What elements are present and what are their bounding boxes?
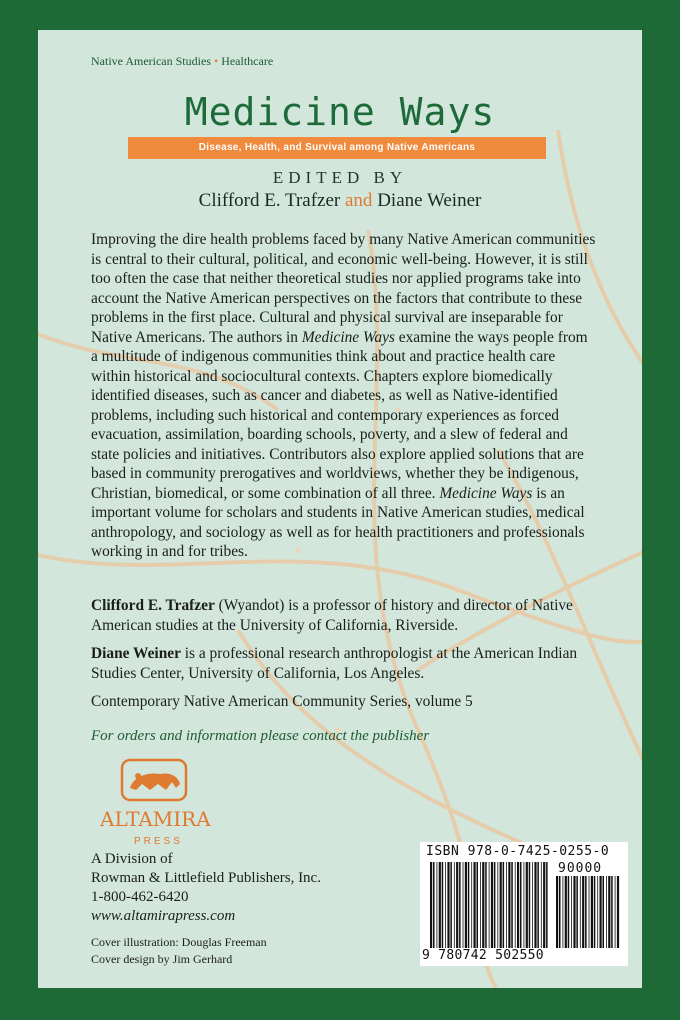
- logo-name: ALTAMIRA: [100, 807, 211, 831]
- publisher-url[interactable]: www.altamirapress.com: [91, 908, 236, 924]
- barcode-bar: [450, 862, 452, 948]
- editor-first: Clifford E. Trafzer: [198, 190, 341, 211]
- barcode-bar: [591, 876, 593, 948]
- design-credit: Cover design by Jim Gerhard: [91, 952, 233, 966]
- barcode-bar: [482, 862, 484, 948]
- bio-trafzer: [91, 596, 601, 635]
- description-part: Improving the dire health problems faced by many Native American communities is central to their cultural, political, and economic well-being. However, it is still too often the case that neither theoretical studies nor applied programs take into account the Native American perspectives on the factors that contribute to these problems in the first place. Cultural and physical survival are inseparable for Native Americans. The authors in: [91, 231, 596, 346]
- barcode-bar: [543, 862, 545, 948]
- barcode-bar: [480, 862, 481, 948]
- book-subtitle: Disease, Health, and Survival among Native Americans: [128, 137, 546, 159]
- series-heading: [91, 54, 273, 69]
- barcode-bar: [515, 862, 516, 948]
- addon-barcode-bars: [556, 876, 620, 948]
- barcode-bar: [491, 862, 493, 948]
- description-part: examine the ways people from a multitude of indigenous communities think about and practice health care within historical and sociocultural contexts. Chapters explore biomedically identified diseases, such as cancer and diabetes, as well as Native-identified problems, including such historical and contemporary experiences as forced evacuation, assimilation, boarding schools, poverty, and a slew of federal and state policies and initiatives. Contributors also explore applied solutions that are based in community prerogatives and worldviews, whether they be indigenous, Christian, biomedical, or some combination of all three.: [91, 328, 588, 502]
- ean-number: 9 780742 502550: [422, 948, 544, 963]
- barcode-bar: [556, 876, 558, 948]
- series-separator: •: [213, 54, 219, 68]
- barcode-bar: [494, 862, 496, 948]
- barcode-bar: [534, 862, 536, 948]
- barcode-bar: [568, 876, 570, 948]
- barcode-bar: [520, 862, 522, 948]
- publisher-phone: 1-800-462-6420: [91, 889, 189, 905]
- barcode-bar: [526, 862, 528, 948]
- ean-barcode-bars: [430, 862, 550, 948]
- barcode-bar: [573, 876, 575, 948]
- bio-name: Diane Weiner: [91, 645, 181, 662]
- barcode-bar: [582, 876, 584, 948]
- barcode-bar: [433, 862, 435, 948]
- barcode-bar: [454, 862, 455, 948]
- barcode-bar: [585, 876, 587, 948]
- illustration-credit: Cover illustration: Douglas Freeman: [91, 935, 267, 949]
- series-right: Healthcare: [221, 54, 274, 68]
- barcode-bar: [529, 862, 531, 948]
- barcode-bar: [565, 876, 567, 948]
- barcode-bar: [503, 862, 505, 948]
- editor-conjunction: and: [345, 190, 373, 211]
- barcode-bar: [459, 862, 461, 948]
- barcode-bar: [611, 876, 613, 948]
- barcode-bar: [517, 862, 519, 948]
- barcode-bar: [456, 862, 458, 948]
- barcode-bar: [465, 862, 467, 948]
- barcode-bar: [463, 862, 464, 948]
- barcode-bar: [508, 862, 510, 948]
- barcode-bar: [571, 876, 572, 948]
- barcode-bar: [617, 876, 619, 948]
- barcode-bar: [541, 862, 542, 948]
- altamira-logo: [100, 754, 226, 850]
- barcode-bar: [546, 862, 548, 948]
- barcode-bar: [559, 876, 561, 948]
- back-cover: [38, 30, 642, 988]
- barcode: [420, 842, 628, 966]
- barcode-bar: [477, 862, 479, 948]
- description-title-ref: Medicine Ways: [439, 484, 533, 502]
- barcode-bar: [439, 862, 441, 948]
- editors: [38, 190, 642, 212]
- barcode-bar: [576, 876, 578, 948]
- barcode-bar: [445, 862, 446, 948]
- barcode-bar: [506, 862, 507, 948]
- barcode-bar: [532, 862, 533, 948]
- publisher-line2: Rowman & Littlefield Publishers, Inc.: [91, 870, 321, 886]
- barcode-bar: [589, 876, 590, 948]
- barcode-bar: [597, 876, 598, 948]
- isbn-number: ISBN 978-0-7425-0255-0: [426, 844, 610, 859]
- book-description: [91, 230, 596, 562]
- barcode-bar: [615, 876, 616, 948]
- barcode-bar: [563, 876, 564, 948]
- editor-second: Diane Weiner: [377, 190, 482, 211]
- publisher-line1: A Division of: [91, 851, 173, 867]
- barcode-bar: [430, 862, 432, 948]
- barcode-bar: [524, 862, 525, 948]
- barcode-bar: [603, 876, 605, 948]
- publisher-info: [91, 850, 321, 926]
- book-title: Medicine Ways: [184, 90, 496, 134]
- addon-number: 90000: [558, 861, 603, 876]
- logo-sub: PRESS: [134, 836, 183, 847]
- barcode-bar: [497, 862, 498, 948]
- barcode-bar: [437, 862, 438, 948]
- barcode-bar: [485, 862, 487, 948]
- barcode-bar: [489, 862, 490, 948]
- description-title-ref: Medicine Ways: [301, 328, 395, 346]
- barcode-bar: [442, 862, 444, 948]
- description-part: is an important volume for scholars and students in Native American studies, medical anthropology, and sociology as well as for health practitioners and professionals working in and for tribes.: [91, 484, 585, 560]
- barcode-bar: [580, 876, 581, 948]
- bio-weiner: [91, 644, 601, 683]
- barcode-bar: [500, 862, 502, 948]
- series-note: Contemporary Native American Community Series, volume 5: [91, 693, 473, 710]
- barcode-bar: [468, 862, 470, 948]
- barcode-bar: [600, 876, 602, 948]
- barcode-bar: [606, 876, 607, 948]
- barcode-bar: [594, 876, 596, 948]
- bio-text: is a professional research anthropologist at the American Indian Studies Center, University of California, Los Angeles.: [91, 645, 578, 682]
- edited-by-label: EDITED BY: [272, 168, 408, 187]
- barcode-bar: [537, 862, 539, 948]
- barcode-bar: [474, 862, 476, 948]
- bison-head-icon: [135, 773, 141, 779]
- orders-note: For orders and information please contact the publisher: [91, 728, 430, 744]
- bio-text: (Wyandot) is a professor of history and director of Native American studies at the University of California, Riverside.: [91, 597, 573, 634]
- barcode-bar: [447, 862, 449, 948]
- cover-credits: [91, 934, 267, 968]
- barcode-bar: [511, 862, 513, 948]
- bio-name: Clifford E. Trafzer: [91, 597, 215, 614]
- barcode-bar: [471, 862, 472, 948]
- series-left: Native American Studies: [91, 54, 211, 68]
- barcode-bar: [608, 876, 610, 948]
